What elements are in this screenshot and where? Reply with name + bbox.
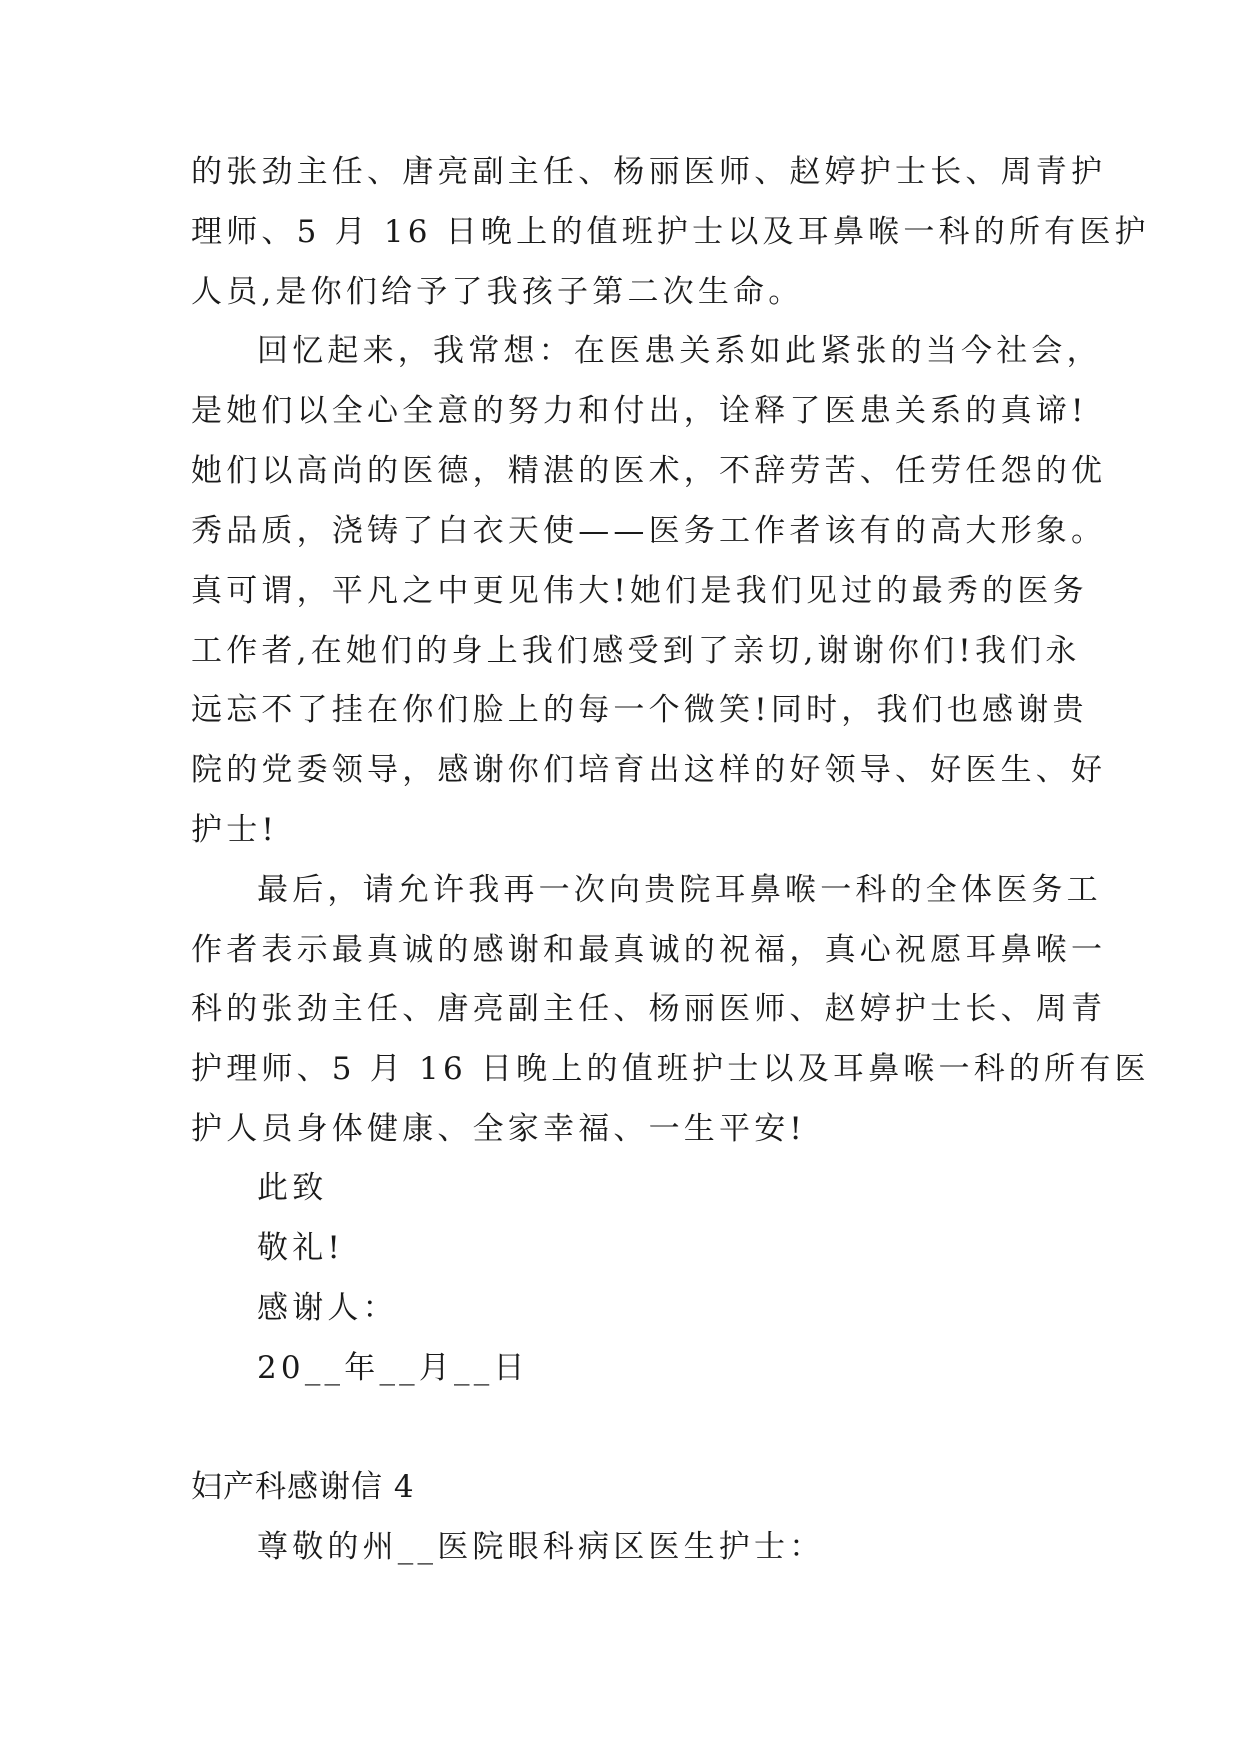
closing-salutation: 此致 bbox=[257, 1170, 328, 1206]
text-line: 护人员身体健康、全家幸福、一生平安! bbox=[191, 1111, 807, 1147]
text-line: 人员,是你们给予了我孩子第二次生命。 bbox=[191, 274, 804, 310]
text-line: 是她们以全心全意的努力和付出，诠释了医患关系的真谛! bbox=[191, 393, 1088, 429]
text-line: 护理师、5 月 16 日晚上的值班护士以及耳鼻喉一科的所有医 bbox=[191, 1051, 1150, 1087]
text-line: 远忘不了挂在你们脸上的每一个微笑!同时，我们也感谢贵 bbox=[191, 692, 1088, 728]
text-line: 回忆起来，我常想：在医患关系如此紧张的当今社会， bbox=[257, 333, 1102, 369]
text-line: 秀品质，浇铸了白衣天使——医务工作者该有的高大形象。 bbox=[191, 513, 1107, 549]
text-line: 理师、5 月 16 日晚上的值班护士以及耳鼻喉一科的所有医护 bbox=[191, 214, 1150, 250]
text-line: 工作者,在她们的身上我们感受到了亲切,谢谢你们!我们永 bbox=[191, 633, 1081, 669]
section-title: 妇产科感谢信 4 bbox=[191, 1469, 415, 1505]
text-line: 的张劲主任、唐亮副主任、杨丽医师、赵婷护士长、周青护 bbox=[191, 154, 1107, 190]
text-line: 护士! bbox=[191, 812, 279, 848]
text-line: 真可谓，平凡之中更见伟大!她们是我们见过的最秀的医务 bbox=[191, 573, 1088, 609]
text-line: 最后，请允许我再一次向贵院耳鼻喉一科的全体医务工 bbox=[257, 872, 1102, 908]
closing-thanker: 感谢人： bbox=[257, 1290, 398, 1326]
text-line: 科的张劲主任、唐亮副主任、杨丽医师、赵婷护士长、周青 bbox=[191, 991, 1107, 1027]
closing-regards: 敬礼! bbox=[257, 1230, 345, 1266]
text-line: 作者表示最真诚的感谢和最真诚的祝福，真心祝愿耳鼻喉一 bbox=[191, 932, 1107, 968]
text-line: 她们以高尚的医德，精湛的医术，不辞劳苦、任劳任怨的优 bbox=[191, 453, 1107, 489]
section-greeting: 尊敬的州__医院眼科病区医生护士： bbox=[257, 1529, 825, 1565]
closing-date: 20__年__月__日 bbox=[257, 1350, 529, 1386]
text-line: 院的党委领导，感谢你们培育出这样的好领导、好医生、好 bbox=[191, 752, 1107, 788]
